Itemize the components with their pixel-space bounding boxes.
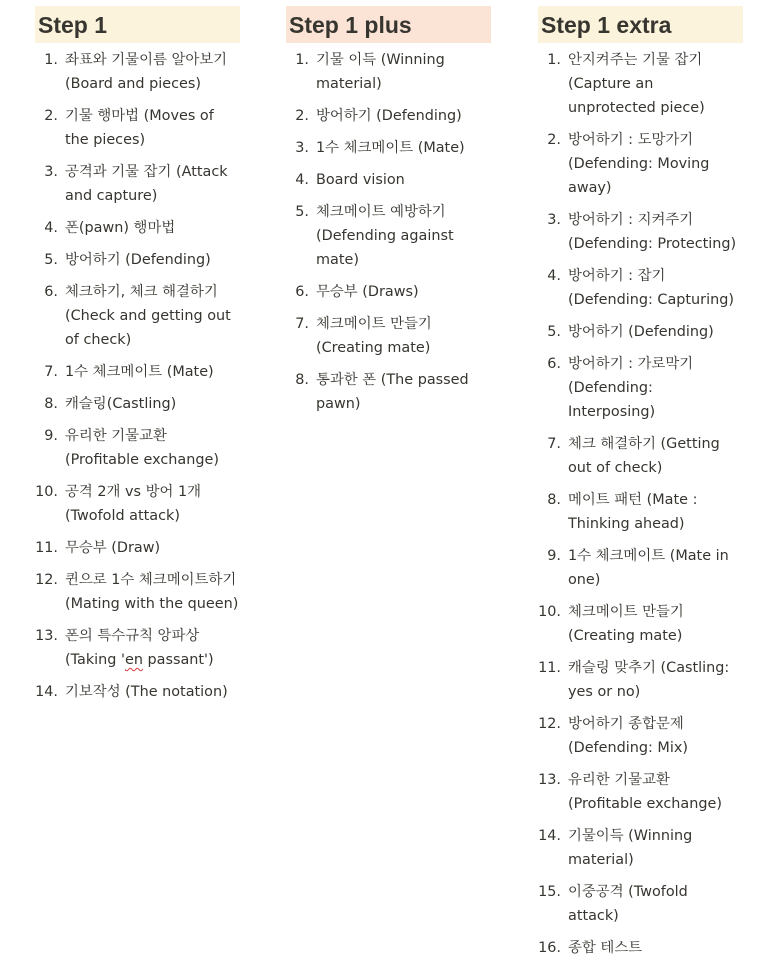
step-1-extra-list (538, 48, 743, 960)
column-heading[interactable]: Step 1 extra (538, 6, 743, 43)
item-text[interactable]: 기물이득 (Winning material) (568, 828, 693, 868)
item-number: 9. (547, 548, 561, 564)
item-text[interactable]: 방어하기 (Defending) (316, 108, 462, 124)
step-1-plus-list (286, 48, 491, 416)
list-item[interactable] (538, 544, 743, 592)
list-item[interactable] (35, 248, 240, 272)
list-item[interactable] (35, 160, 240, 208)
list-item[interactable] (286, 48, 491, 96)
item-text[interactable]: 체크하기, 체크 해결하기 (Check and getting out of check) (65, 284, 231, 348)
item-number: 8. (44, 396, 58, 412)
list-item[interactable] (538, 48, 743, 120)
item-text[interactable]: 좌표와 기물이름 알아보기 (Board and pieces) (65, 52, 228, 92)
list-item[interactable] (286, 280, 491, 304)
item-text[interactable]: 이중공격 (Twofold attack) (568, 884, 688, 924)
item-number: 8. (295, 372, 309, 388)
list-item[interactable] (538, 712, 743, 760)
list-item[interactable] (538, 352, 743, 424)
item-number: 4. (44, 220, 58, 236)
item-number: 15. (538, 884, 561, 900)
item-number: 14. (538, 828, 561, 844)
item-text[interactable]: 공격과 기물 잡기 (Attack and capture) (65, 164, 228, 204)
item-text[interactable]: 메이트 패턴 (Mate : Thinking ahead) (568, 492, 698, 532)
item-number: 5. (44, 252, 58, 268)
list-item[interactable] (35, 568, 240, 616)
list-item[interactable] (35, 216, 240, 240)
item-number: 7. (295, 316, 309, 332)
list-item[interactable] (538, 824, 743, 872)
list-item[interactable] (35, 280, 240, 352)
item-number: 1. (44, 52, 58, 68)
item-number: 1. (295, 52, 309, 68)
step-1-list (35, 48, 240, 704)
item-text[interactable]: 체크 해결하기 (Getting out of check) (568, 436, 720, 476)
list-item[interactable] (35, 536, 240, 560)
list-item[interactable] (35, 360, 240, 384)
list-item[interactable] (538, 880, 743, 928)
item-text[interactable]: 체크메이트 예방하기 (Defending against mate) (316, 204, 454, 268)
item-text[interactable]: 체크메이트 만들기 (Creating mate) (568, 604, 684, 644)
list-item[interactable] (538, 600, 743, 648)
item-number: 3. (547, 212, 561, 228)
item-text[interactable]: 퀸으로 1수 체크메이트하기 (Mating with the queen) (65, 572, 239, 612)
item-number: 6. (44, 284, 58, 300)
item-number: 13. (35, 628, 58, 644)
item-text[interactable]: 통과한 폰 (The passed pawn) (316, 372, 469, 412)
item-text[interactable]: 방어하기 : 잡기 (Defending: Capturing) (568, 268, 734, 308)
item-number: 2. (295, 108, 309, 124)
item-number: 13. (538, 772, 561, 788)
item-text[interactable]: 공격 2개 vs 방어 1개 (Twofold attack) (65, 484, 202, 524)
item-text[interactable]: 체크메이트 만들기 (Creating mate) (316, 316, 432, 356)
item-text-end: passant') (142, 652, 214, 668)
item-text[interactable]: 1수 체크메이트 (Mate) (65, 364, 214, 380)
item-number: 12. (35, 572, 58, 588)
item-number: 11. (35, 540, 58, 556)
item-number: 14. (35, 684, 58, 700)
item-number: 7. (44, 364, 58, 380)
list-item[interactable] (35, 480, 240, 528)
item-number: 2. (44, 108, 58, 124)
item-text[interactable]: 캐슬링 맞추기 (Castling: yes or no) (568, 660, 730, 700)
item-number: 6. (295, 284, 309, 300)
item-number: 8. (547, 492, 561, 508)
item-text[interactable]: 무승부 (Draw) (65, 540, 161, 556)
list-item[interactable] (538, 656, 743, 704)
list-item[interactable] (286, 104, 491, 128)
item-text[interactable]: 방어하기 (Defending) (65, 252, 211, 268)
list-item[interactable] (538, 320, 743, 344)
item-number: 5. (547, 324, 561, 340)
item-text[interactable]: 폰(pawn) 행마법 (65, 220, 176, 236)
list-item[interactable] (35, 680, 240, 704)
item-number: 5. (295, 204, 309, 220)
column-step-1 (35, 6, 240, 712)
item-text[interactable]: 방어하기 (Defending) (568, 324, 714, 340)
list-item[interactable] (286, 368, 491, 416)
item-text[interactable]: 방어하기 : 가로막기 (Defending: Interposing) (568, 356, 694, 420)
item-number: 3. (44, 164, 58, 180)
item-text[interactable]: 기물 행마법 (Moves of the pieces) (65, 108, 214, 148)
list-item[interactable] (538, 264, 743, 312)
list-item[interactable] (35, 624, 240, 672)
item-number: 10. (35, 484, 58, 500)
list-item[interactable] (538, 936, 743, 960)
item-text[interactable]: 방어하기 종합문제 (Defending: Mix) (568, 716, 688, 756)
list-item[interactable] (35, 392, 240, 416)
column-step-1-extra (538, 6, 743, 968)
item-text[interactable]: 방어하기 : 지켜주기 (Defending: Protecting) (568, 212, 737, 252)
column-heading[interactable]: Step 1 (35, 6, 240, 43)
list-item[interactable] (35, 104, 240, 152)
item-number: 4. (295, 172, 309, 188)
list-item[interactable] (286, 200, 491, 272)
item-number: 16. (538, 940, 561, 956)
list-item[interactable] (286, 312, 491, 360)
item-text[interactable]: 1수 체크메이트 (Mate in one) (568, 548, 729, 588)
list-item[interactable] (35, 424, 240, 472)
item-number: 7. (547, 436, 561, 452)
item-text[interactable]: 무승부 (Draws) (316, 284, 419, 300)
item-number: 9. (44, 428, 58, 444)
item-text[interactable]: 캐슬링(Castling) (65, 396, 177, 412)
item-number: 12. (538, 716, 561, 732)
column-heading[interactable]: Step 1 plus (286, 6, 491, 43)
list-item[interactable] (538, 432, 743, 480)
column-step-1-plus (286, 6, 491, 424)
spellcheck-marked-word[interactable]: en (124, 652, 143, 668)
item-number: 6. (547, 356, 561, 372)
item-text[interactable]: 1수 체크메이트 (Mate) (316, 140, 465, 156)
list-item[interactable] (538, 128, 743, 200)
item-text[interactable]: 방어하기 : 도망가기 (Defending: Moving away) (568, 132, 710, 196)
item-text[interactable]: 기보작성 (The notation) (65, 684, 228, 700)
item-text[interactable] (65, 624, 240, 672)
list-item[interactable] (286, 136, 491, 160)
item-text[interactable]: Board vision (316, 172, 405, 188)
item-number: 2. (547, 132, 561, 148)
list-item[interactable] (538, 488, 743, 536)
list-item[interactable] (35, 48, 240, 96)
item-number: 11. (538, 660, 561, 676)
item-number: 4. (547, 268, 561, 284)
item-text[interactable]: 기물 이득 (Winning material) (316, 52, 445, 92)
item-text[interactable]: 유리한 기물교환 (Profitable exchange) (65, 428, 219, 468)
item-text[interactable]: 안지켜주는 기물 잡기 (Capture an unprotected piece) (568, 52, 705, 116)
item-text[interactable]: 종합 테스트 (568, 940, 643, 956)
item-text[interactable]: 유리한 기물교환 (Profitable exchange) (568, 772, 722, 812)
item-number: 10. (538, 604, 561, 620)
list-item[interactable] (286, 168, 491, 192)
list-item[interactable] (538, 768, 743, 816)
list-item[interactable] (538, 208, 743, 256)
item-number: 3. (295, 140, 309, 156)
item-number: 1. (547, 52, 561, 68)
item-text-start: 폰의 특수규칙 앙파상 (Taking ' (65, 628, 200, 668)
